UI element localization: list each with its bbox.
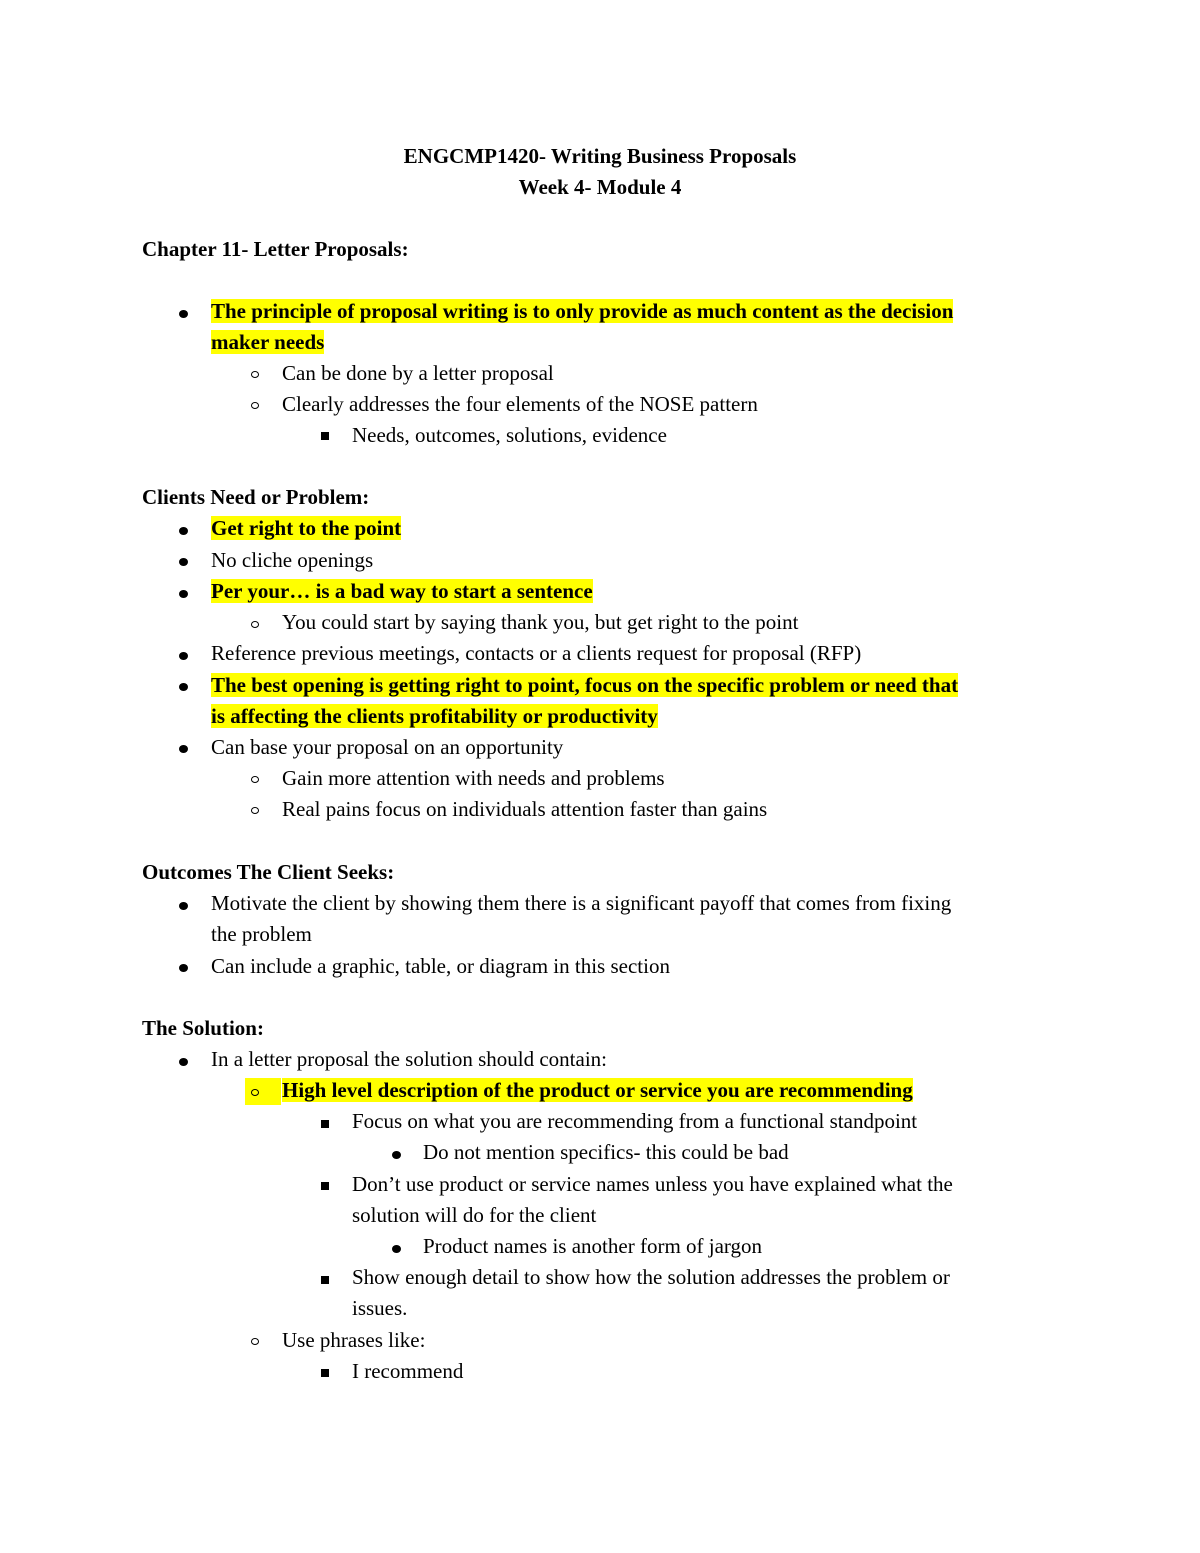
list-item: [211, 513, 401, 544]
list-item: Product names is another form of jargon: [423, 1234, 763, 1258]
bullet-dot-icon: [179, 558, 188, 566]
list-item: [211, 296, 953, 327]
bullet-dot-icon: [179, 527, 188, 535]
bullet-square-icon: [321, 1120, 329, 1128]
document-subtitle: Week 4- Module 4: [518, 175, 682, 199]
highlighted-text: maker needs: [211, 330, 325, 354]
bullet-dot-icon: [179, 745, 188, 753]
list-item-continuation: solution will do for the client: [352, 1203, 597, 1227]
bullet-circle-icon: [251, 371, 259, 378]
list-item: Reference previous meetings, contacts or a clients request for proposal (RFP): [211, 641, 862, 665]
list-item: Gain more attention with needs and problems: [282, 766, 665, 790]
bullet-circle-icon: [251, 621, 259, 628]
section-heading-need: Clients Need or Problem:: [142, 485, 370, 509]
section-heading-chapter: Chapter 11- Letter Proposals:: [142, 237, 409, 261]
list-item: In a letter proposal the solution should contain:: [211, 1047, 608, 1071]
section-heading-outcomes: Outcomes The Client Seeks:: [142, 860, 395, 884]
bullet-dot-icon: [179, 590, 188, 598]
list-item: Can be done by a letter proposal: [282, 361, 554, 385]
list-item: [211, 670, 958, 701]
list-item: Clearly addresses the four elements of the NOSE pattern: [282, 392, 758, 416]
list-item-continuation: issues.: [352, 1296, 408, 1320]
list-item: Use phrases like:: [282, 1328, 426, 1352]
highlighted-text: is affecting the clients profitability or productivity: [211, 704, 658, 728]
list-item: [282, 1075, 913, 1106]
list-item: Needs, outcomes, solutions, evidence: [352, 423, 667, 447]
bullet-square-icon: [321, 1369, 329, 1377]
bullet-dot-icon: [179, 310, 188, 318]
highlighted-text: Per your… is a bad way to start a sentence: [211, 579, 593, 603]
highlighted-text: The principle of proposal writing is to only provide as much content as the decision: [211, 299, 954, 323]
list-item: Can base your proposal on an opportunity: [211, 735, 564, 759]
bullet-dot-icon: [392, 1245, 401, 1253]
bullet-circle-icon: [251, 776, 259, 783]
bullet-dot-icon: [179, 652, 188, 660]
list-item-continuation: the problem: [211, 922, 312, 946]
list-item: You could start by saying thank you, but get right to the point: [282, 610, 799, 634]
bullet-square-icon: [321, 432, 329, 440]
bullet-dot-icon: [179, 1058, 188, 1066]
list-item: Show enough detail to show how the solution addresses the problem or: [352, 1265, 950, 1289]
bullet-circle-icon: [251, 1338, 259, 1345]
list-item: Focus on what you are recommending from a functional standpoint: [352, 1109, 918, 1133]
list-item-continuation: [211, 327, 324, 358]
list-item: [211, 576, 593, 607]
list-item: Can include a graphic, table, or diagram in this section: [211, 954, 670, 978]
bullet-square-icon: [321, 1276, 329, 1284]
list-item-continuation: [211, 701, 658, 732]
list-item: Do not mention specifics- this could be bad: [423, 1140, 789, 1164]
list-item: No cliche openings: [211, 548, 374, 572]
bullet-dot-icon: [179, 964, 188, 972]
bullet-dot-icon: [179, 902, 188, 910]
list-item: Motivate the client by showing them there is a significant payoff that comes from fixing: [211, 891, 952, 915]
bullet-circle-icon: [251, 807, 259, 814]
highlighted-text: Get right to the point: [211, 516, 402, 540]
bullet-dot-icon: [179, 683, 188, 691]
list-item: Don’t use product or service names unless you have explained what the: [352, 1172, 953, 1196]
bullet-circle-icon: [251, 402, 259, 409]
highlighted-text: The best opening is getting right to point, focus on the specific problem or need that: [211, 673, 959, 697]
list-item: I recommend: [352, 1359, 464, 1383]
document-title: ENGCMP1420- Writing Business Proposals: [403, 144, 797, 168]
bullet-square-icon: [321, 1182, 329, 1190]
highlighted-text: High level description of the product or service you are recommending: [282, 1078, 913, 1102]
list-item: Real pains focus on individuals attention faster than gains: [282, 797, 768, 821]
section-heading-solution: The Solution:: [142, 1016, 264, 1040]
bullet-circle-icon: [251, 1089, 259, 1096]
bullet-dot-icon: [392, 1151, 401, 1159]
